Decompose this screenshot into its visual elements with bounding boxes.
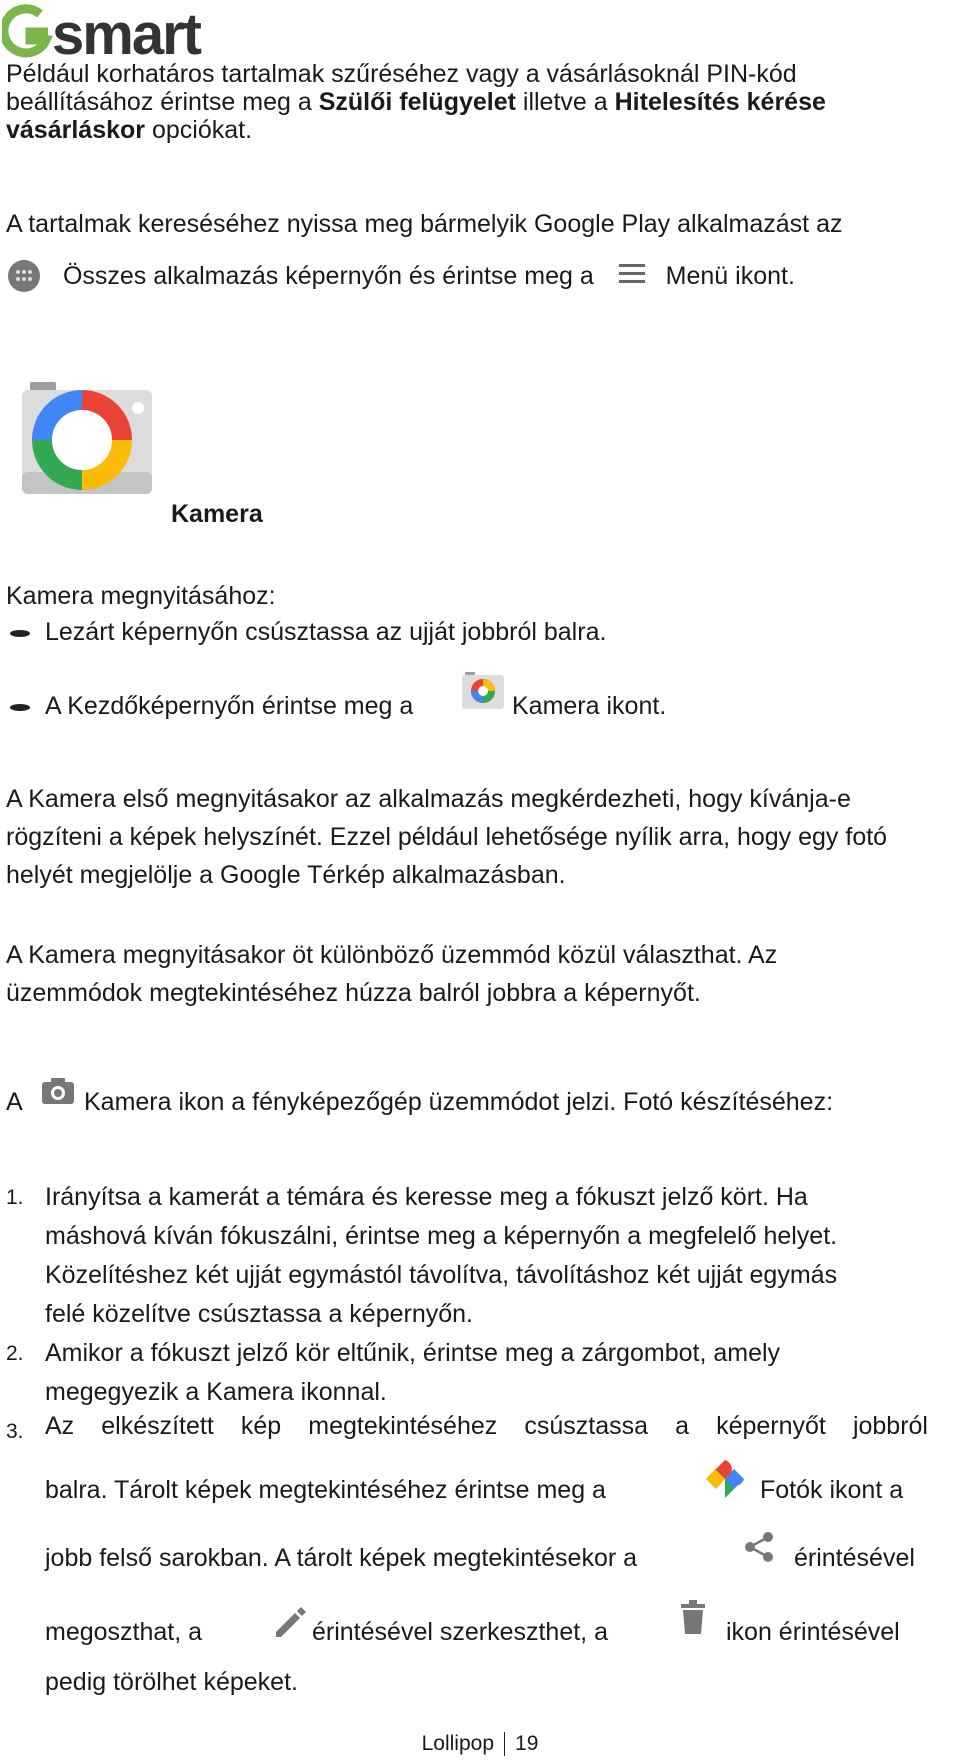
camera-mode-a: A bbox=[6, 1088, 23, 1116]
step-number: 1. bbox=[6, 1186, 24, 1209]
step-line: máshová kíván fókuszálni, érintse meg a képernyőn a megfelelő helyet. bbox=[45, 1222, 838, 1250]
page-number: 19 bbox=[515, 1732, 539, 1755]
step-3-line-4a: megoszthat, a bbox=[45, 1618, 203, 1646]
step-3-line-2a: balra. Tárolt képek megtekintéséhez érintse meg a bbox=[45, 1476, 606, 1504]
apps-line-text: Összes alkalmazás képernyőn és érintse meg a bbox=[62, 262, 594, 290]
step-number: 3. bbox=[6, 1420, 24, 1443]
all-apps-icon bbox=[6, 258, 42, 294]
bullet-item-2-text: A Kezdőképernyőn érintse meg a bbox=[45, 692, 414, 720]
modes-line: üzemmódok megtekintéséhez húzza balról jobbra a képernyőt. bbox=[6, 979, 701, 1007]
intro-paragraph: Például korhatáros tartalmak szűréséhez vagy a vásárlásoknál PIN-kód beállításához érintse meg a Szülői felügyelet illetve a Hitelesítés kérése vásárláskor opciókat. bbox=[6, 60, 826, 144]
bullet-item-2 bbox=[45, 692, 413, 721]
step-line: megegyezik a Kamera ikonnal. bbox=[45, 1378, 387, 1406]
share-icon bbox=[742, 1530, 776, 1564]
footer-label: Lollipop bbox=[421, 1732, 495, 1755]
photos-icon bbox=[704, 1458, 746, 1500]
bullet-item-2-after: Kamera ikont. bbox=[512, 692, 667, 720]
delete-trash-icon bbox=[678, 1600, 708, 1636]
step-line: Irányítsa a kamerát a témára és keresse meg a fókuszt jelző kört. Ha bbox=[45, 1183, 808, 1211]
bullet-dot bbox=[10, 704, 30, 711]
step-3-line-4b: érintésével szerkeszthet, a bbox=[312, 1618, 608, 1646]
step-2 bbox=[45, 1334, 925, 1412]
apps-line bbox=[6, 262, 795, 302]
step-3-line-1: Az elkészített kép megtekintéséhez csúsztassa a képernyőt jobbról bbox=[45, 1412, 928, 1440]
step-3-line-5: pedig törölhet képeket. bbox=[45, 1668, 298, 1696]
menu-icon bbox=[615, 258, 649, 292]
step-number: 2. bbox=[6, 1342, 24, 1365]
step-3-line-3b: érintésével bbox=[794, 1544, 915, 1572]
gsmart-logo bbox=[2, 2, 262, 64]
modes-paragraph bbox=[6, 936, 946, 1012]
step-line: Amikor a fókuszt jelző kör eltűnik, érintse meg a zárgombot, amely bbox=[45, 1339, 781, 1367]
menu-line-text: Menü ikont. bbox=[665, 262, 795, 290]
footer-separator bbox=[504, 1732, 505, 1756]
location-paragraph bbox=[6, 780, 946, 894]
step-line: felé közelítve csúsztassa a képernyőn. bbox=[45, 1300, 474, 1328]
camera-heading: Kamera bbox=[171, 500, 263, 528]
camera-app-icon bbox=[20, 382, 154, 496]
location-line: helyét megjelölje a Google Térkép alkalmazásban. bbox=[6, 861, 566, 889]
open-intro: Kamera megnyitásához: bbox=[6, 582, 276, 610]
camera-small-icon bbox=[461, 672, 505, 710]
step-1 bbox=[45, 1178, 925, 1334]
step-3-line-3a: jobb felső sarokban. A tárolt képek megtekintésekor a bbox=[45, 1544, 638, 1572]
bullet-item-1: Lezárt képernyőn csúsztassa az ujját jobbról balra. bbox=[45, 618, 607, 646]
location-line: rögzíteni a képek helyszínét. Ezzel például lehetősége nyílik arra, hogy egy fotó bbox=[6, 823, 888, 851]
location-line: A Kamera első megnyitásakor az alkalmazás megkérdezheti, hogy kívánja-e bbox=[6, 785, 851, 813]
page-footer bbox=[0, 1732, 960, 1756]
edit-pencil-icon bbox=[272, 1604, 308, 1640]
camera-mode-icon bbox=[40, 1076, 76, 1106]
search-line: A tartalmak kereséséhez nyissa meg bármelyik Google Play alkalmazást az bbox=[6, 210, 843, 238]
bullet-dot bbox=[10, 630, 30, 637]
step-3-line-2b: Fotók ikont a bbox=[760, 1476, 904, 1504]
svg-text:smart: smart bbox=[52, 2, 200, 64]
modes-line: A Kamera megnyitásakor öt különböző üzemmód közül választhat. Az bbox=[6, 941, 778, 969]
step-line: Közelítéshez két ujját egymástól távolítva, távolításhoz két ujját egymás bbox=[45, 1261, 838, 1289]
step-3-line-4c: ikon érintésével bbox=[726, 1618, 900, 1646]
camera-mode-text: Kamera ikon a fényképezőgép üzemmódot jelzi. Fotó készítéséhez: bbox=[84, 1088, 834, 1116]
